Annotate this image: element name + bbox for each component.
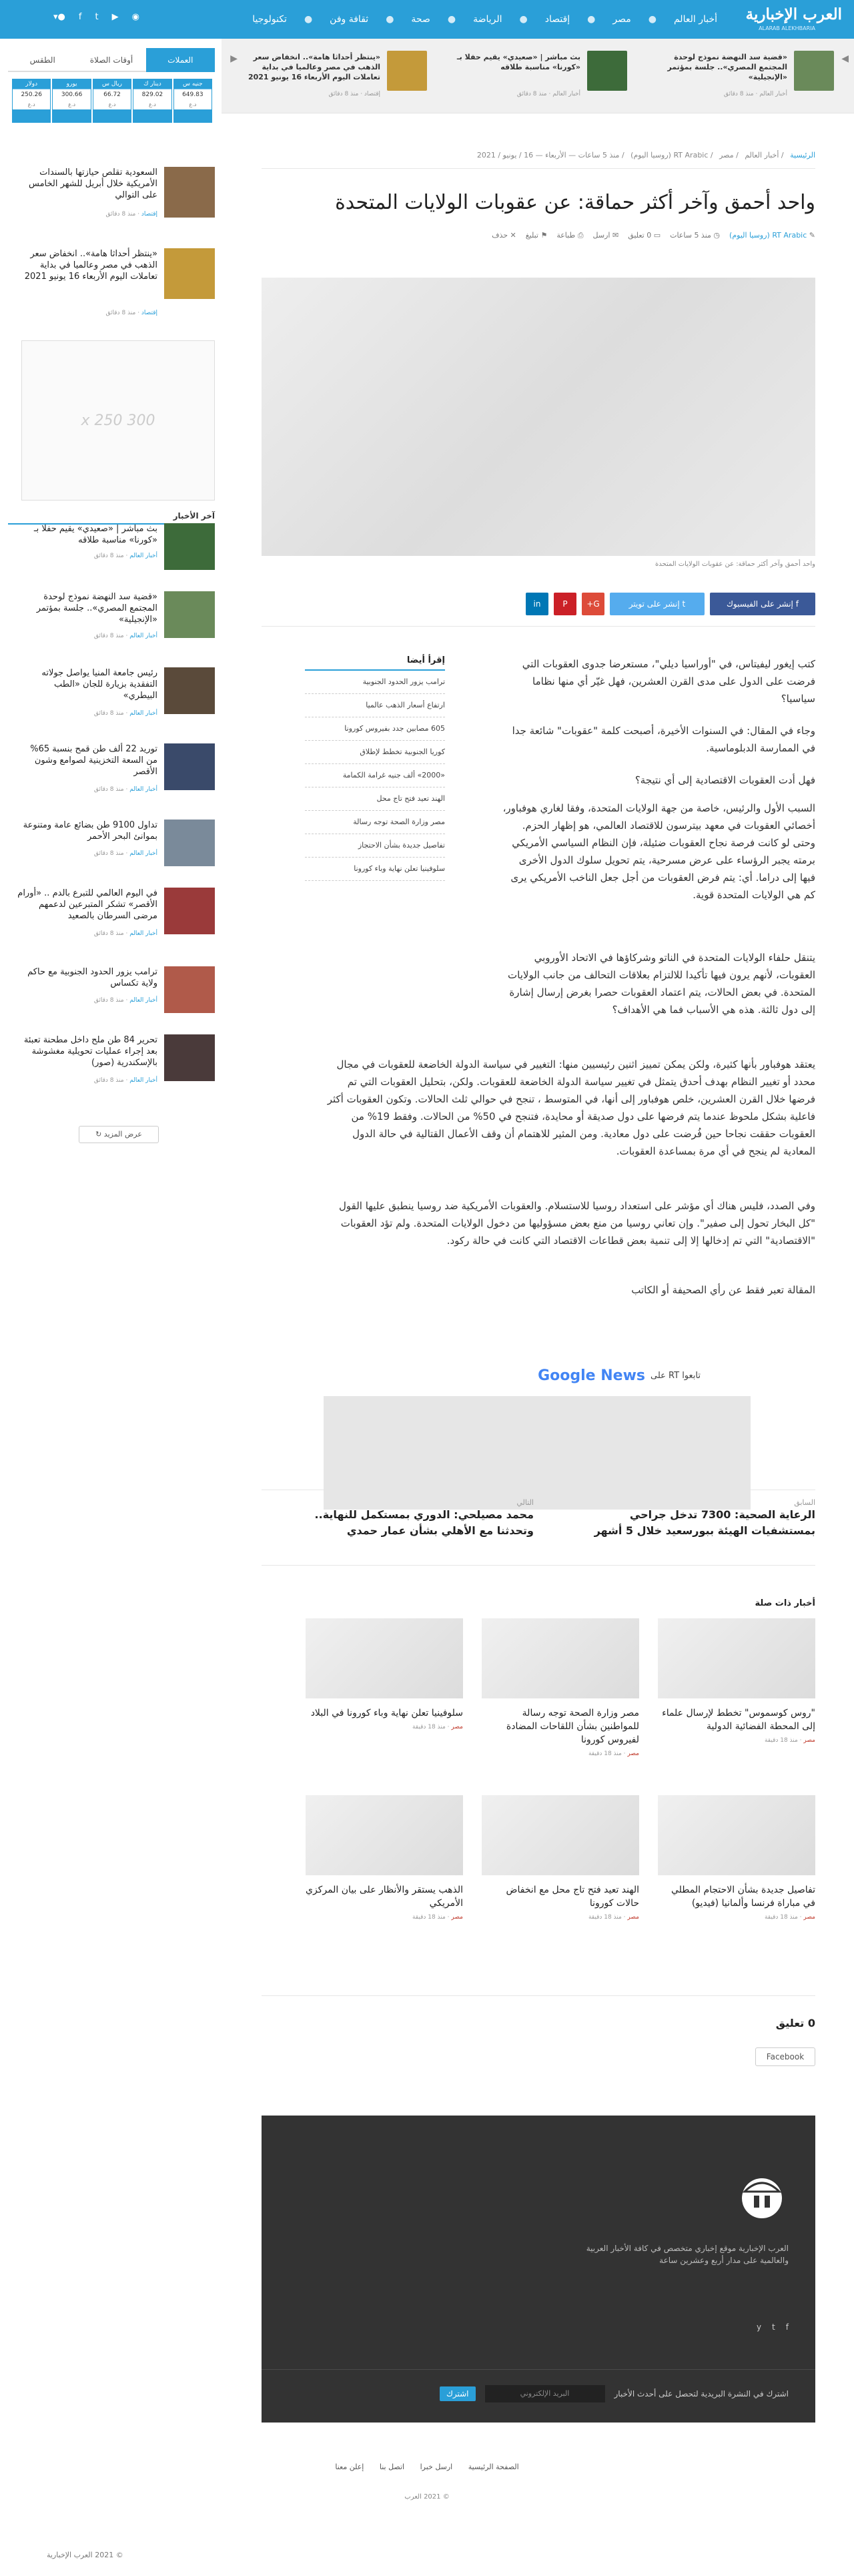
related-card-time: منذ 18 دقيقة: [764, 1737, 798, 1744]
main-nav: أخبار العالم ● مصر ● إقتصاد ● الرياضة ● صحة ● ثقافة وفن ● تكنولوجيا: [252, 14, 717, 25]
read-also-item[interactable]: ترامب يزور الحدود الجنوبية: [305, 671, 445, 694]
tab-currencies[interactable]: العملات: [146, 48, 215, 72]
read-also-item[interactable]: الهند تعيد فتح تاج محل: [305, 787, 445, 811]
google-news-logo: Google News: [538, 1367, 645, 1384]
article-hero-image: [262, 278, 815, 556]
list-item-title[interactable]: «قضية سد النهضة نموذج لوحدة المجتمع المصري».. جلسة بمؤتمر «الإنجيلية»: [36, 592, 157, 625]
currency-unit: د.ع: [53, 100, 90, 109]
breadcrumb-date: منذ 5 ساعات — الأربعاء — 16 / يونيو / 2021: [476, 151, 620, 159]
latest-news-title: آخر الأخبار: [8, 511, 215, 525]
list-item-cat[interactable]: إقتصاد: [141, 310, 157, 316]
close-icon: ✕: [510, 231, 516, 240]
list-item-title[interactable]: رئيس جامعة المنيا يواصل جولاته التفقدية بزيارة للجان «الطب البيطري»: [41, 668, 157, 701]
header-social: [53, 12, 139, 22]
footer-logo-icon: [735, 2169, 789, 2222]
ticker-meta: إقتصاد · منذ 8 دقائق: [328, 91, 380, 97]
currency-name: جنيه س: [174, 79, 211, 89]
delete-label: حذف: [492, 231, 508, 240]
related-card-time: منذ 18 دقيقة: [764, 1914, 798, 1921]
ticker-prev-icon[interactable]: ◀: [841, 53, 849, 64]
share-google-button[interactable]: G+: [582, 593, 604, 615]
user-icon[interactable]: ●▾: [53, 12, 65, 22]
list-item-cat[interactable]: إقتصاد: [141, 211, 157, 218]
tab-weather[interactable]: الطقس: [8, 48, 77, 72]
read-also-item[interactable]: ارتفاع أسعار الذهب عالميا: [305, 694, 445, 717]
list-item-time: منذ 8 دقائق: [93, 710, 124, 717]
prev-article-link[interactable]: [575, 1498, 815, 1539]
print-icon: ⎙: [577, 231, 584, 240]
share-bar: [526, 593, 815, 615]
twitter-icon: t: [682, 599, 686, 609]
pencil-icon: ✎: [809, 231, 815, 240]
currency-cell: [12, 79, 51, 123]
currency-value: 649.83: [174, 89, 211, 100]
twitter-icon[interactable]: t: [95, 12, 99, 22]
ticker-title[interactable]: بث مباشر | «صعيدي» يقيم حفلا بـ «كورنا» مناسبة طلاقه: [456, 53, 580, 71]
related-card-image: [658, 1795, 815, 1875]
comments-count: 0 تعليق: [628, 231, 652, 240]
footer-link-contact[interactable]: اتصل بنا: [379, 2463, 405, 2471]
list-item-cat[interactable]: أخبار العالم: [129, 633, 157, 639]
sidebar-tabs: [8, 48, 215, 72]
time-text: منذ 5 ساعات: [670, 231, 711, 240]
currency-value: 66.72: [93, 89, 131, 100]
list-item[interactable]: تداول 9100 طن بضائع عامة ومتنوعة بموانئ البحر الأحمر أخبار العالم · منذ 8 دقائق: [12, 820, 215, 880]
flag-icon: ⚑: [540, 231, 548, 240]
list-item-title[interactable]: تحرير 84 طن ملح داخل مطحنة تعبئة بعد إجراء عمليات تحويلية مغشوشة بالإسكندرية (صور): [23, 1035, 157, 1068]
related-card-title[interactable]: الذهب يستقر والأنظار على بيان المركزي الأمريكي: [306, 1885, 463, 1909]
list-item[interactable]: السعودية تقلص حيازتها بالسندات الأمريكية خلال أبريل للشهر الخامس على التوالي إقتصاد · منذ 8 دقائق: [12, 167, 215, 227]
nav-item-world[interactable]: أخبار العالم: [673, 14, 717, 25]
newsletter-submit-button[interactable]: اشترك: [440, 2386, 476, 2401]
footer-link-send-news[interactable]: ارسل خبرا: [420, 2463, 453, 2471]
ticker-title[interactable]: «قضية سد النهضة نموذج لوحدة المجتمع المصري».. جلسة بمؤتمر «الإنجيلية»: [667, 53, 787, 81]
facebook-icon[interactable]: f: [785, 2322, 789, 2332]
nav-item-culture[interactable]: ثقافة وفن: [330, 14, 369, 25]
load-more-button[interactable]: [79, 1126, 159, 1143]
list-item[interactable]: رئيس جامعة المنيا يواصل جولاته التفقدية بزيارة للجان «الطب البيطري» أخبار العالم · منذ 8 دقائق: [12, 667, 215, 727]
ticker-next-icon[interactable]: ▶: [230, 53, 238, 64]
next-title[interactable]: محمد مصيلحي: الدوري بمستكمل للنهاية.. وتحدثنا مع الأهلي بشأن عمار حمدي: [314, 1508, 534, 1537]
article-paragraph: فهل أدت العقوبات الاقتصادية إلى أي نتيجة؟: [634, 774, 815, 786]
related-news-title: أخبار ذات صلة: [755, 1598, 815, 1608]
currency-unit: د.ع: [133, 100, 171, 109]
list-item-cat[interactable]: أخبار العالم: [129, 850, 157, 857]
nav-item-economy[interactable]: إقتصاد: [544, 14, 570, 25]
list-item-thumb: [164, 248, 215, 299]
article-meta: [492, 231, 815, 240]
list-item-cat[interactable]: أخبار العالم: [129, 930, 157, 937]
currency-cell: [133, 79, 171, 123]
list-item[interactable]: ترامب يزور الحدود الجنوبية مع حاكم ولاية تكساس أخبار العالم · منذ 8 دقائق: [12, 966, 215, 1026]
article-paragraph: كتب إيغور ليفيتاس، في "أوراسيا ديلي"، مستعرضا جدوى العقوبات التي فرضت على الدول على مدى القرن العشرين، فهل غيّر أي منها نظاما سياسيا؟: [522, 658, 815, 705]
related-card-title[interactable]: تفاصيل جديدة بشأن الاحتجام المطلي في مباراة فرنسا وألمانيا (فيديو): [671, 1885, 815, 1909]
footer-link-advertise[interactable]: إعلن معنا: [335, 2463, 364, 2471]
breadcrumb-egypt[interactable]: مصر: [719, 151, 734, 159]
related-card-cat[interactable]: مصر: [627, 1750, 639, 1757]
list-item-thumb: [164, 591, 215, 638]
list-item-thumb: [164, 667, 215, 714]
divider: [262, 2369, 815, 2370]
currency-unit: د.ع: [13, 100, 50, 109]
list-item-time: منذ 8 دقائق: [105, 211, 136, 218]
share-facebook-label: إنشر على الفيسبوك: [727, 599, 793, 609]
list-item-cat[interactable]: أخبار العالم: [129, 786, 157, 793]
list-item[interactable]: توريد 22 ألف طن قمح بنسبة 65% من السعة التخزينية لصوامع وشون الأقصر أخبار العالم · منذ 8 دقائق: [12, 743, 215, 803]
related-card[interactable]: تفاصيل جديدة بشأن الاحتجام المطلي في مباراة فرنسا وألمانيا (فيديو) مصر · منذ 18 دقيقة: [658, 1795, 815, 1922]
divider: [262, 1995, 815, 1996]
site-logo-sub: ALARAB ALEKHBARIA: [759, 25, 815, 31]
share-facebook-button[interactable]: [710, 593, 815, 615]
read-also-item[interactable]: «2000» ألف جنيه غرامة الكمامة: [305, 764, 445, 787]
time-info: [670, 231, 720, 240]
list-item-time: منذ 8 دقائق: [93, 633, 124, 639]
list-item-cat[interactable]: أخبار العالم: [129, 553, 157, 559]
tab-prayer-times[interactable]: أوقات الصلاة: [77, 48, 145, 72]
share-twitter-button[interactable]: [610, 593, 705, 615]
list-item-thumb: [164, 167, 215, 218]
list-item-time: منذ 8 دقائق: [93, 1077, 124, 1084]
list-item-time: منذ 8 دقائق: [93, 553, 124, 559]
currency-name: يورو: [53, 79, 90, 89]
list-item-time: منذ 8 دقائق: [105, 310, 136, 316]
nav-item-egypt[interactable]: مصر: [612, 14, 631, 25]
list-item-cat[interactable]: أخبار العالم: [129, 997, 157, 1004]
comment-icon: ▭: [653, 231, 661, 240]
related-card-image: [306, 1795, 463, 1875]
twitter-icon[interactable]: t: [772, 2322, 775, 2332]
read-also-title: إقرأ أيضا: [305, 655, 445, 671]
site-logo[interactable]: العرب الإخبارية: [745, 5, 842, 23]
related-card[interactable]: الذهب يستقر والأنظار على بيان المركزي الأمريكي مصر · منذ 18 دقيقة: [306, 1795, 463, 1922]
next-label: التالي: [516, 1498, 534, 1507]
facebook-icon: f: [795, 599, 799, 609]
related-card-time: منذ 18 دقيقة: [412, 1724, 446, 1730]
rss-icon[interactable]: ◉: [131, 12, 139, 22]
currency-cell: [93, 79, 131, 123]
related-card-image: [306, 1618, 463, 1698]
currency-name: دينار ك: [133, 79, 171, 89]
list-item-title[interactable]: تداول 9100 طن بضائع عامة ومتنوعة بموانئ البحر الأحمر: [23, 820, 157, 842]
share-pinterest-button[interactable]: P: [554, 593, 576, 615]
mail-icon: ✉: [612, 231, 619, 240]
google-news-follow[interactable]: [538, 1367, 701, 1384]
list-item-title[interactable]: في اليوم العالمي للتبرع بالدم .. «أورام الأقصر» تشكر المتبرعين لدعمهم مرضى السرطان بالصعيد: [17, 888, 157, 921]
print-button[interactable]: [556, 231, 583, 240]
list-item-time: منذ 8 دقائق: [93, 786, 124, 793]
list-item-thumb: [164, 966, 215, 1013]
list-item-cat[interactable]: أخبار العالم: [129, 710, 157, 717]
nav-item-health[interactable]: صحة: [411, 14, 430, 25]
breadcrumb: الرئيسية / أخبار العالم / مصر / RT Arabic (روسيا اليوم) / منذ 5 ساعات — الأربعاء — 16 / يونيو / 2021: [476, 151, 815, 159]
top-bar: [0, 0, 854, 39]
currency-unit: د.ع: [174, 100, 211, 109]
read-also-item[interactable]: تفاصيل جديدة بشأن الاحتجاز: [305, 834, 445, 858]
prev-label: السابق: [794, 1498, 815, 1507]
comments-title: 0 تعليق: [775, 2017, 815, 2029]
article-paragraph: المقالة تعبر فقط عن رأي الصحيفة أو الكاتب: [631, 1284, 815, 1296]
list-item[interactable]: بث مباشر | «صعيدي» يقيم حفلا بـ «كورنا» مناسبة طلاقه أخبار العالم · منذ 8 دقائق: [12, 523, 215, 583]
list-item-title[interactable]: بث مباشر | «صعيدي» يقيم حفلا بـ «كورنا» مناسبة طلاقه: [33, 524, 157, 545]
related-card-title[interactable]: مصر وزارة الصحة توجه رسالة للمواطنين بشأن اللقاحات المضادة لفيروس كورونا: [506, 1708, 639, 1745]
ticker-item[interactable]: [434, 51, 627, 104]
list-item[interactable]: تحرير 84 طن ملح داخل مطحنة تعبئة بعد إجراء عمليات تحويلية مغشوشة بالإسكندرية (صور) أخبار العالم · منذ 8 دقائق: [12, 1034, 215, 1094]
ticker-item[interactable]: [234, 51, 427, 104]
facebook-comments-tab[interactable]: Facebook: [755, 2047, 815, 2066]
list-item-title[interactable]: توريد 22 ألف طن قمح بنسبة 65% من السعة التخزينية لصوامع وشون الأقصر: [30, 744, 157, 777]
list-item-title[interactable]: السعودية تقلص حيازتها بالسندات الأمريكية خلال أبريل للشهر الخامس على التوالي: [29, 168, 157, 200]
breadcrumb-source[interactable]: RT Arabic (روسيا اليوم): [630, 151, 709, 159]
currency-cell: [173, 79, 212, 123]
list-item-thumb: [164, 743, 215, 790]
youtube-icon[interactable]: ▶: [111, 12, 119, 22]
clock-icon: ◷: [713, 231, 721, 240]
ticker-item[interactable]: [640, 51, 834, 104]
article-paragraph: يتنقل حلفاء الولايات المتحدة في الناتو وشركاؤها في الاتحاد الأوروبي العقوبات، لأنهم يرون فيها تأكيدا للالتزام بعلاقات التحالف من جانب الولايات المتحدة. في بعض الحالات، يتم اعتماد العقوبات حصرا بغرض إرسال إشارة إلى دول ثالثة. هذه هي الأسباب فما هي الأهداف؟: [508, 952, 815, 1016]
article-paragraph: وجاء في المقال: في السنوات الأخيرة، أصبحت كلمة "عقوبات" شائعة جدا في الممارسة الدبلوماسية.: [512, 725, 815, 754]
list-item-thumb: [164, 888, 215, 934]
delete-button[interactable]: [492, 231, 516, 240]
list-item-time: منذ 8 دقائق: [93, 997, 124, 1004]
divider: [262, 168, 815, 169]
article-paragraph: السبب الأول والرئيس، خاصة من جهة الولايات المتحدة، وفقا لغاري هوفباور، أخصائي العقوبات في معهد بيترسون للاقتصاد العالمي، هو إظهار الحزم. وحتى لو كانت فرصة نجاح العقوبات ضئيلة، فإن النظام السياسي الأمريكي برمته يجبر الرؤساء على عرض مسرحية، يتم تحويل سلوك الدول الأخرى فيها إلى دراما. أي: يتم فرض العقوبات من أجل جعل الناخب الأمريكي يرى كم هي الولايات المتحدة قوية.: [502, 802, 815, 901]
currency-name: دولار: [13, 79, 50, 89]
ad-placeholder: 300 x 250: [21, 340, 215, 501]
facebook-icon[interactable]: f: [78, 12, 82, 22]
read-also-item[interactable]: سلوفينيا تعلن نهاية وباء كورونا: [305, 858, 445, 881]
related-card-cat[interactable]: مصر: [803, 1914, 815, 1921]
article-paragraph: يعتقد هوفباور بأنها كثيرة، ولكن يمكن تمييز اثنين رئيسيين منها: التغيير في سياسة الدولة الخاضعة للعقوبات في مجال محدد أو تغيير النظام بهدف أحدق يتمثل في تغيير سياسة الدولة الخاضعة للعقوبات. ولكن، بتحليل العقوبات التي تم فرضها خلال القرن العشرين، خلص هوفباور إلى أنها، في المتوسط ، تنجح في حوالي ثلث الحالات. وتكون العقوبات أكثر فاعلية بشكل ملحوظ عندما يتم فرضها على دول صديقة أو محايدة، فتنجح في 50% من الحالات. وفقط 19% من العقوبات حققت نجاحا حين فُرضت على دول معادية. ومن المثير للاهتمام أن وقف الأعمال القتالية في حالة الدول المعادية لم ينجح في أي مرة بمساعدة العقوبات.: [327, 1058, 815, 1157]
site-footer: [262, 2116, 815, 2423]
ticker-meta: أخبار العالم · منذ 8 دقائق: [723, 91, 787, 97]
related-card-title[interactable]: الهند تعيد فتح تاج محل مع انخفاض حالات كورونا: [506, 1885, 639, 1909]
divider: [262, 626, 815, 627]
currency-value: 250.26: [13, 89, 50, 100]
image-caption: واحد أحمق وآخر أكثر حماقة: عن عقوبات الولايات المتحدة: [655, 561, 815, 568]
read-also-item[interactable]: 605 مصابين جدد بفيروس كورونا: [305, 717, 445, 741]
related-card-image: [482, 1795, 639, 1875]
related-card-time: منذ 18 دقيقة: [412, 1914, 446, 1921]
currency-value: 300.66: [53, 89, 90, 100]
article-paragraph: وفي الصدد، فليس هناك أي مؤشر على استعداد روسيا للاستسلام. والعقوبات الأمريكية ضد روسيا ينطبق عليها القول "كل البخار تحول إلى صفير". وإن تعاني روسيا من منع بعض مسؤوليها من دخول الولايات المتحدة. ولم تؤد العقوبات "الاقتصادية" التي تم إدخالها إلا إلى تنمية بعض قطاعات الاقتصاد التي كانت في حالة ركود.: [338, 1200, 815, 1247]
report-label: تبليغ: [525, 231, 538, 240]
footer-about: العرب الإخبارية موقع إخباري متخصص في كافة الأخبار العربية والعالمية على مدار أربع وعشرين ساعة: [586, 2244, 789, 2265]
list-item-time: منذ 8 دقائق: [93, 850, 124, 857]
send-button[interactable]: [593, 231, 619, 240]
related-card[interactable]: الهند تعيد فتح تاج محل مع انخفاض حالات كورونا مصر · منذ 18 دقيقة: [482, 1795, 639, 1922]
footer-links: [0, 2463, 854, 2471]
google-news-text: تابعوا RT على: [651, 1371, 701, 1381]
ticker-meta: أخبار العالم · منذ 8 دقائق: [516, 91, 580, 97]
ticker-thumb: [387, 51, 427, 91]
related-card-image: [482, 1618, 639, 1698]
list-item-title[interactable]: ترامب يزور الحدود الجنوبية مع حاكم ولاية تكساس: [27, 967, 157, 988]
nav-item-tech[interactable]: تكنولوجيا: [252, 14, 287, 25]
footer-social: [757, 2322, 789, 2332]
prev-title[interactable]: الرعاية الصحية: 7300 تدخل جراحي بمستشفيات الهيئة ببورسعيد خلال 5 أشهر: [594, 1508, 815, 1537]
read-also-item[interactable]: كوريا الجنوبية تخطط لإطلاق: [305, 741, 445, 764]
read-also-box: [305, 655, 445, 881]
list-item[interactable]: في اليوم العالمي للتبرع بالدم .. «أورام الأقصر» تشكر المتبرعين لدعمهم مرضى السرطان بالصعيد أخبار العالم · منذ 8 دقائق: [12, 888, 215, 948]
list-item[interactable]: «قضية سد النهضة نموذج لوحدة المجتمع المصري».. جلسة بمؤتمر «الإنجيلية» أخبار العالم · منذ 8 دقائق: [12, 591, 215, 651]
currency-value: 829.02: [133, 89, 171, 100]
divider: [262, 1565, 815, 1566]
ad-placeholder: [324, 1396, 751, 1510]
currency-cell: [52, 79, 91, 123]
related-card-cat[interactable]: مصر: [803, 1737, 815, 1744]
ticker-title[interactable]: «ينتظر أحداثا هامة».. انخفاض سعر الذهب في مصر وعالميا في بداية تعاملات اليوم الأربعاء 16 يونيو 2021: [248, 53, 380, 81]
related-card-cat[interactable]: مصر: [451, 1724, 463, 1730]
currency-unit: د.ع: [93, 100, 131, 109]
footer-link-home[interactable]: الصفحة الرئيسية: [468, 2463, 519, 2471]
sidebar-copyright: © 2021 العرب الإخبارية: [47, 2551, 123, 2559]
currency-name: ريال س: [93, 79, 131, 89]
share-twitter-label: إنشر على تويتر: [628, 599, 680, 609]
copyright: © 2021 العرب: [404, 2493, 450, 2501]
list-item-title[interactable]: «ينتظر أحداثا هامة».. انخفاض سعر الذهب في مصر وعالميا في بداية تعاملات اليوم الأربعاء 16 يونيو 2021: [24, 249, 157, 282]
related-card-title[interactable]: "روس كوسموس" تخطط لإرسال علماء إلى المحطة الفضائية الدولية: [662, 1708, 815, 1732]
next-article-link[interactable]: [294, 1498, 534, 1539]
related-card-time: منذ 18 دقيقة: [588, 1914, 622, 1921]
related-card[interactable]: سلوفينيا تعلن نهاية وباء كورونا في البلاد مصر · منذ 18 دقيقة: [306, 1618, 463, 1745]
author-name: RT Arabic (روسيا اليوم): [729, 231, 807, 240]
list-item[interactable]: «ينتظر أحداثا هامة».. انخفاض سعر الذهب في مصر وعالميا في بداية تعاملات اليوم الأربعاء 16 يونيو 2021 إقتصاد · منذ 8 دقائق: [12, 248, 215, 308]
ticker-thumb: [794, 51, 834, 91]
related-card-cat[interactable]: مصر: [451, 1914, 463, 1921]
breadcrumb-home[interactable]: الرئيسية: [790, 151, 815, 159]
author-link[interactable]: [729, 231, 815, 240]
ticker-thumb: [587, 51, 627, 91]
newsletter-email-input[interactable]: البريد الإلكتروني: [485, 2385, 605, 2402]
newsletter-text: اشترك في النشرة البريدية لتحصل على أحدث الأخبار: [614, 2389, 789, 2398]
read-also-item[interactable]: مصر وزارة الصحة توجه رسالة: [305, 811, 445, 834]
load-more-label: عرض المزيد: [103, 1130, 142, 1139]
related-card-image: [658, 1618, 815, 1698]
share-linkedin-button[interactable]: in: [526, 593, 548, 615]
list-item-thumb: [164, 523, 215, 570]
comments-link[interactable]: [628, 231, 661, 240]
list-item-time: منذ 8 دقائق: [93, 930, 124, 937]
related-card[interactable]: "روس كوسموس" تخطط لإرسال علماء إلى المحطة الفضائية الدولية مصر · منذ 18 دقيقة: [658, 1618, 815, 1745]
related-card-time: منذ 18 دقيقة: [588, 1750, 622, 1757]
related-card-cat[interactable]: مصر: [627, 1914, 639, 1921]
newsletter-form: [440, 2385, 789, 2402]
list-item-cat[interactable]: أخبار العالم: [129, 1077, 157, 1084]
related-card-title[interactable]: سلوفينيا تعلن نهاية وباء كورونا في البلاد: [310, 1708, 463, 1718]
report-button[interactable]: [526, 231, 548, 240]
youtube-icon[interactable]: y: [756, 2322, 762, 2332]
send-label: ارسل: [592, 231, 610, 240]
print-label: طباعة: [556, 231, 576, 240]
nav-item-sports[interactable]: الرياضة: [473, 14, 502, 25]
related-card[interactable]: مصر وزارة الصحة توجه رسالة للمواطنين بشأن اللقاحات المضادة لفيروس كورونا مصر · منذ 18 دقيقة: [482, 1618, 639, 1745]
page-title: واحد أحمق وآخر أكثر حماقة: عن عقوبات الولايات المتحدة: [335, 191, 815, 214]
list-item-thumb: [164, 1034, 215, 1081]
news-ticker: [222, 39, 854, 113]
list-item-thumb: [164, 820, 215, 866]
breadcrumb-world[interactable]: أخبار العالم: [745, 151, 779, 159]
currency-table: [12, 79, 212, 123]
refresh-icon: ↻: [95, 1130, 102, 1139]
